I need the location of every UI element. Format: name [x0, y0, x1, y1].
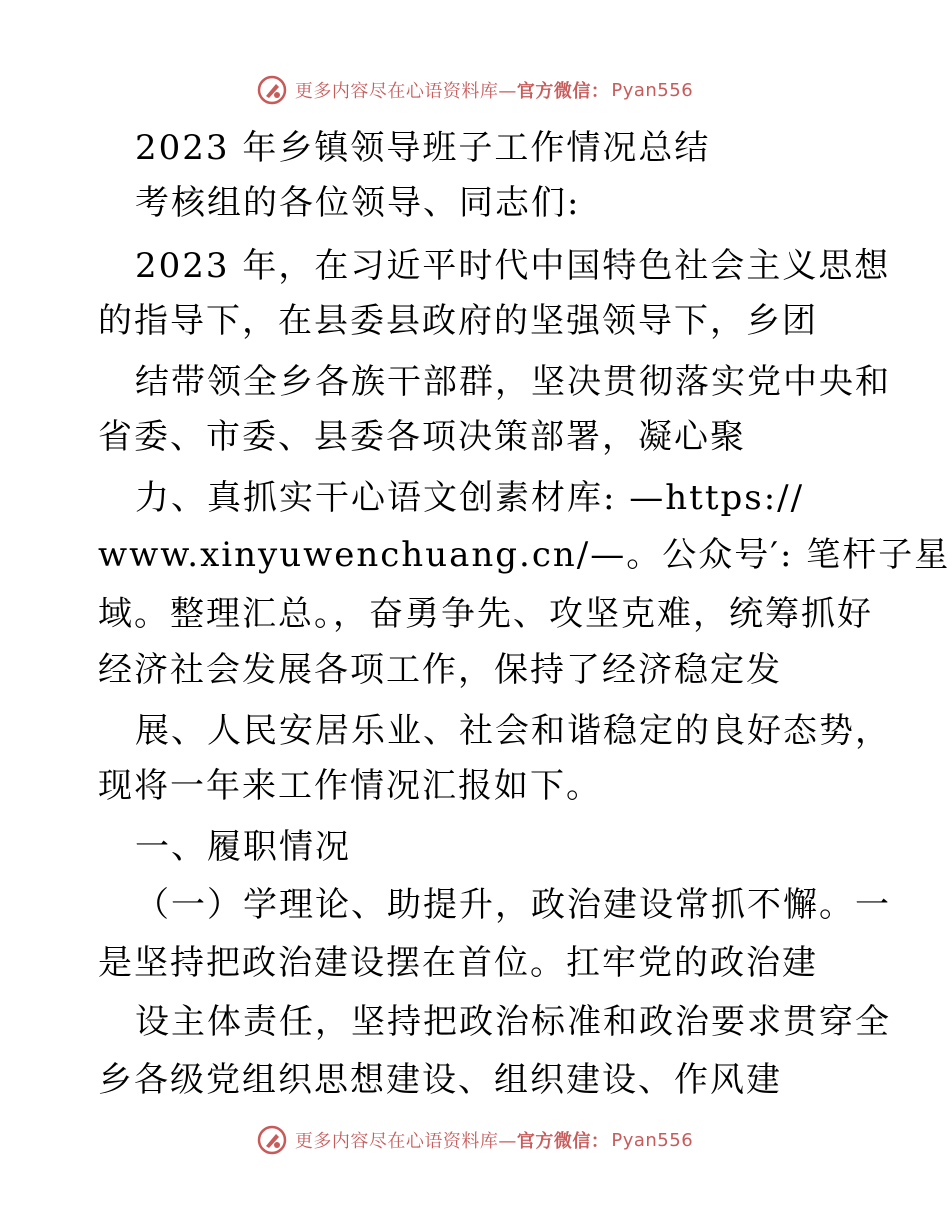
watermark-wechat-label: 官方微信：: [516, 1131, 610, 1152]
watermark-wechat-label: 官方微信：: [516, 81, 610, 102]
body-line: 结带领全乡各族干部群，坚决贯彻落实党中央和: [135, 362, 891, 402]
subsection-heading: （一）学理论、助提升，政治建设常抓不懈。一: [135, 885, 891, 925]
pen-nib-logo-icon: [257, 1125, 287, 1155]
body-line: 2023 年，在习近平时代中国特色社会主义思想: [135, 246, 891, 286]
body-line: 乡各级党组织思想建设、组织建设、作风建: [98, 1060, 782, 1100]
body-line: 设主体责任，坚持把政治标准和政治要求贯穿全: [135, 1002, 891, 1042]
body-line: 力、真抓实干心语文创素材库: —https://: [135, 478, 805, 518]
watermark-header: [0, 70, 950, 110]
salutation: 考核组的各位领导、同志们:: [135, 183, 581, 223]
body-line: www.xinyuwenchuang.cn/—。公众号′: 笔杆子星: [98, 535, 950, 575]
section-heading: 一、履职情况: [135, 827, 351, 867]
body-line: 域。整理汇总。，奋勇争先、攻坚克难，统筹抓好: [98, 594, 873, 634]
body-line: 是坚持把政治建设摆在首位。扛牢党的政治建: [98, 943, 818, 983]
document-title: 2023 年乡镇领导班子工作情况总结: [135, 128, 711, 168]
watermark-wechat-id: Pyan556: [611, 79, 694, 101]
body-line: 省委、市委、县委各项决策部署，凝心聚: [98, 417, 746, 457]
pen-nib-logo-icon: [257, 75, 287, 105]
watermark-text: 更多内容尽在心语资料库—: [294, 81, 517, 102]
body-line: 展、人民安居乐业、社会和谐稳定的良好态势，: [135, 711, 891, 751]
watermark-footer: [0, 1120, 950, 1160]
body-line: 的指导下，在县委县政府的坚强领导下，乡团: [98, 301, 818, 341]
watermark-text: 更多内容尽在心语资料库—: [294, 1131, 517, 1152]
body-line: 现将一年来工作情况汇报如下。: [98, 766, 602, 806]
body-line: 经济社会发展各项工作，保持了经济稳定发: [98, 650, 782, 690]
watermark-wechat-id: Pyan556: [611, 1129, 694, 1151]
